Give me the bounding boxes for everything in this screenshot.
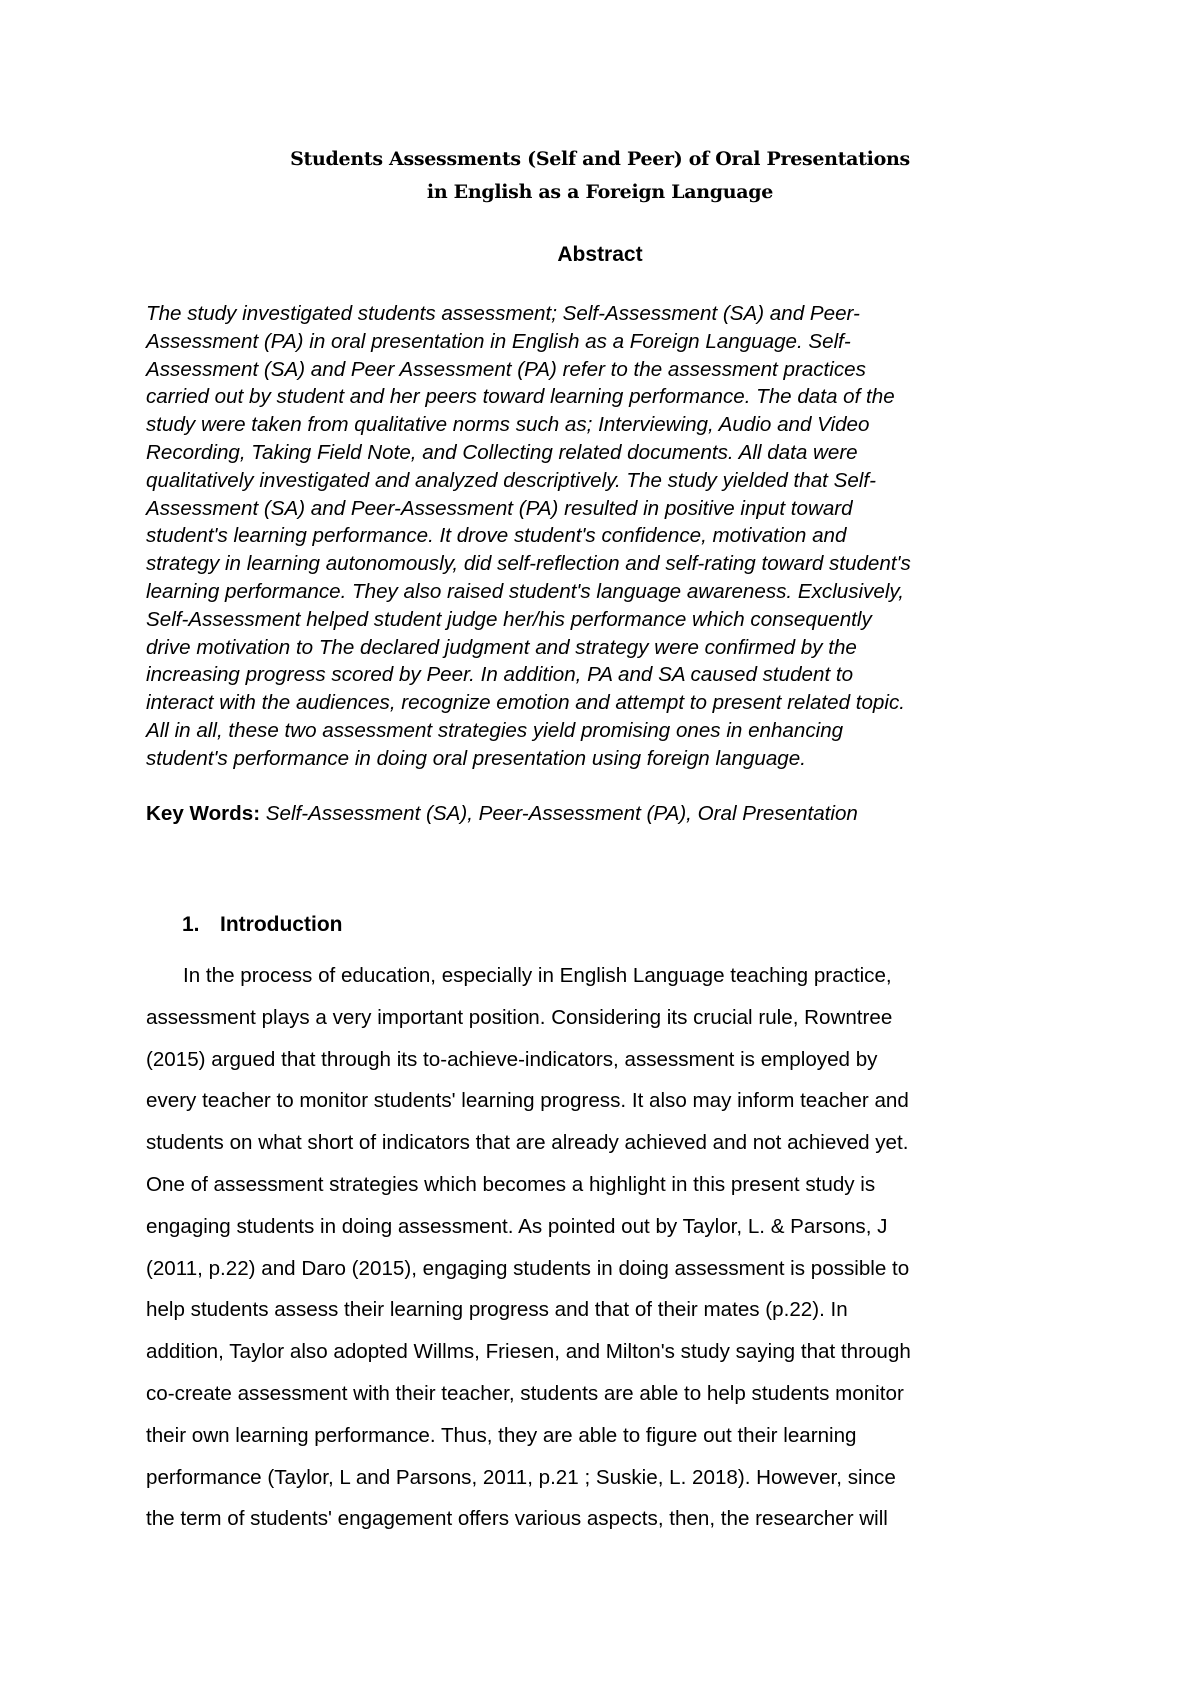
abstract-line: Assessment (PA) in oral presentation in English as a Foreign Language. Self- <box>146 329 851 353</box>
intro-line: addition, Taylor also adopted Willms, Friesen, and Milton's study saying that through <box>146 1340 911 1364</box>
intro-line: (2011, p.22) and Daro (2015), engaging students in doing assessment is possible to <box>146 1256 910 1280</box>
abstract-line: interact with the audiences, recognize emotion and attempt to present related topic. <box>146 691 905 715</box>
abstract-line: The study investigated students assessment; Self-Assessment (SA) and Peer- <box>146 302 860 325</box>
intro-line: the term of students' engagement offers various aspects, then, the researcher will <box>146 1507 888 1531</box>
abstract-line: Assessment (SA) and Peer Assessment (PA) refer to the assessment practices <box>146 357 866 381</box>
intro-line: performance (Taylor, L and Parsons, 2011, p.21 ; Suskie, L. 2018). However, since <box>146 1465 896 1489</box>
abstract-line: Recording, Taking Field Note, and Collecting related documents. All data were <box>146 440 858 464</box>
abstract-line: qualitatively investigated and analyzed descriptively. The study yielded that Self- <box>146 468 876 492</box>
keywords-label: Key Words: <box>146 802 261 825</box>
abstract-line: Self-Assessment helped student judge her/his performance which consequently <box>146 607 872 631</box>
abstract-line: student's performance in doing oral presentation using foreign language. <box>146 746 806 770</box>
abstract-heading: Abstract <box>557 243 643 266</box>
introduction-body <box>146 955 1066 1540</box>
intro-line: In the process of education, especially in English Language teaching practice, <box>183 964 892 987</box>
paper-title-line-2: in English as a Foreign Language <box>426 181 774 203</box>
paper-title-line-1: Students Assessments (Self and Peer) of Oral Presentations <box>290 148 910 170</box>
section-number: 1. <box>182 913 200 936</box>
abstract-line: drive motivation to The declared judgment and strategy were confirmed by the <box>146 635 857 659</box>
intro-line: their own learning performance. Thus, they are able to figure out their learning <box>146 1423 857 1447</box>
intro-line: engaging students in doing assessment. As pointed out by Taylor, L. & Parsons, J <box>146 1214 888 1238</box>
abstract-line: study were taken from qualitative norms such as; Interviewing, Audio and Video <box>146 413 870 437</box>
abstract-line: learning performance. They also raised student's language awareness. Exclusively, <box>146 579 904 603</box>
abstract-line: All in all, these two assessment strategies yield promising ones in enhancing <box>146 718 844 742</box>
intro-line: co-create assessment with their teacher, students are able to help students monitor <box>146 1381 904 1405</box>
section-heading-introduction <box>182 913 342 937</box>
keywords-value: Self-Assessment (SA), Peer-Assessment (PA), Oral Presentation <box>265 802 858 825</box>
abstract-line: student's learning performance. It drove student's confidence, motivation and <box>146 524 847 548</box>
intro-line: (2015) argued that through its to-achieve-indicators, assessment is employed by <box>146 1047 878 1071</box>
section-title: Introduction <box>220 913 343 936</box>
intro-line: One of assessment strategies which becomes a highlight in this present study is <box>146 1172 876 1196</box>
intro-line: every teacher to monitor students' learning progress. It also may inform teacher and <box>146 1089 909 1113</box>
keywords <box>146 802 858 826</box>
abstract-line: strategy in learning autonomously, did self-reflection and self-rating toward student's <box>146 552 911 576</box>
intro-line: help students assess their learning progress and that of their mates (p.22). In <box>146 1298 848 1322</box>
intro-line: assessment plays a very important position. Considering its crucial rule, Rowntree <box>146 1005 893 1029</box>
abstract-line: carried out by student and her peers toward learning performance. The data of the <box>146 385 895 409</box>
abstract-body <box>146 300 1064 773</box>
intro-line: students on what short of indicators that are already achieved and not achieved yet. <box>146 1131 909 1155</box>
abstract-line: increasing progress scored by Peer. In addition, PA and SA caused student to <box>146 663 854 687</box>
abstract-line: Assessment (SA) and Peer-Assessment (PA) resulted in positive input toward <box>146 496 853 520</box>
